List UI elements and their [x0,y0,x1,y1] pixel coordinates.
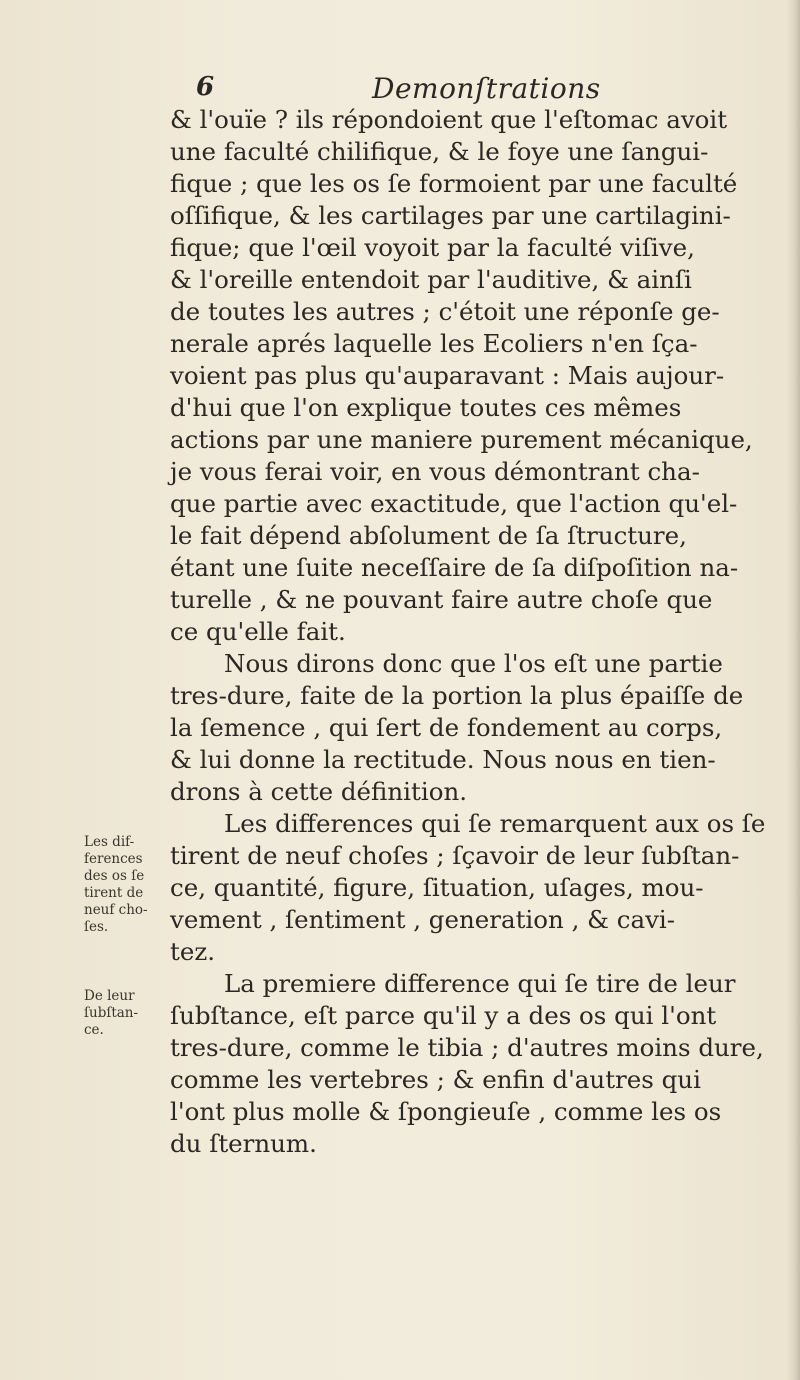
margin-note-differences [84,834,182,936]
running-title: Demonſtrations [372,72,601,105]
paragraph-start-line: Les differences qui ſe remarquent aux os ſe [224,809,766,838]
text-line: étant une ſuite neceſſaire de ſa diſpoſition na- [170,553,739,582]
text-line: tres-dure, comme le tibia ; d'autres moins dure, [170,1033,764,1062]
text-line: oſſifique, & les cartilages par une cartilagini- [170,201,731,230]
margin-note-substance [84,988,182,1039]
text-line: comme les vertebres ; & enfin d'autres qui [170,1065,701,1094]
text-line: tres-dure, faite de la portion la plus épaiſſe de [170,681,744,710]
text-line: fique ; que les os ſe formoient par une faculté [170,169,738,198]
margin-note-line: De leur [84,988,135,1004]
text-line: & l'oreille entendoit par l'auditive, & ainſi [170,265,692,294]
text-line: & l'ouïe ? ils répondoient que l'eſtomac avoit [170,105,728,134]
margin-note-line: des os ſe [84,868,145,884]
margin-note-line: Les dif- [84,834,135,850]
text-line: que partie avec exactitude, que l'action qu'el- [170,489,738,518]
text-line: la ſemence , qui ſert de fondement au corps, [170,713,723,742]
text-line: vement , ſentiment , generation , & cavi- [170,905,676,934]
text-line: tez. [170,937,216,966]
text-line: nerale aprés laquelle les Ecoliers n'en ſça- [170,329,698,358]
page-number: 6 [196,72,215,102]
body-text [170,104,770,1160]
page-edge-shadow [786,0,800,1380]
text-line: tirent de neuf choſes ; ſçavoir de leur ſubſtan- [170,841,740,870]
text-line: le fait dépend abſolument de ſa ſtructure, [170,521,687,550]
margin-note-line: ferences [84,851,143,867]
text-line: ſubſtance, eſt parce qu'il y a des os qui l'ont [170,1001,717,1030]
page-header [196,72,756,108]
paragraph-start-line: Nous dirons donc que l'os eſt une partie [224,649,723,678]
text-line: voient pas plus qu'auparavant : Mais aujour- [170,361,725,390]
text-line: d'hui que l'on explique toutes ces mêmes [170,393,682,422]
margin-note-line: tirent de [84,885,144,901]
text-line: ce qu'elle fait. [170,617,346,646]
text-line: du ſternum. [170,1129,317,1158]
text-line: ce, quantité, figure, ſituation, uſages, mou- [170,873,704,902]
text-line: & lui donne la rectitude. Nous nous en tien- [170,745,716,774]
text-line: je vous ferai voir, en vous démontrant cha- [170,457,700,486]
text-line: actions par une maniere purement mécanique, [170,425,753,454]
margin-note-line: neuf cho- [84,902,148,918]
margin-note-line: ce. [84,1022,104,1038]
paragraph-start-line: La premiere difference qui ſe tire de leur [224,969,736,998]
text-line: une faculté chilifique, & le foye une ſangui- [170,137,709,166]
margin-note-line: ſubſtan- [84,1005,139,1021]
text-line: de toutes les autres ; c'étoit une réponſe ge- [170,297,720,326]
margin-note-line: ſes. [84,919,109,935]
text-line: fique; que l'œil voyoit par la faculté viſive, [170,233,695,262]
text-line: l'ont plus molle & ſpongieuſe , comme les os [170,1097,722,1126]
text-line: turelle , & ne pouvant faire autre choſe que [170,585,713,614]
text-line: drons à cette définition. [170,777,468,806]
